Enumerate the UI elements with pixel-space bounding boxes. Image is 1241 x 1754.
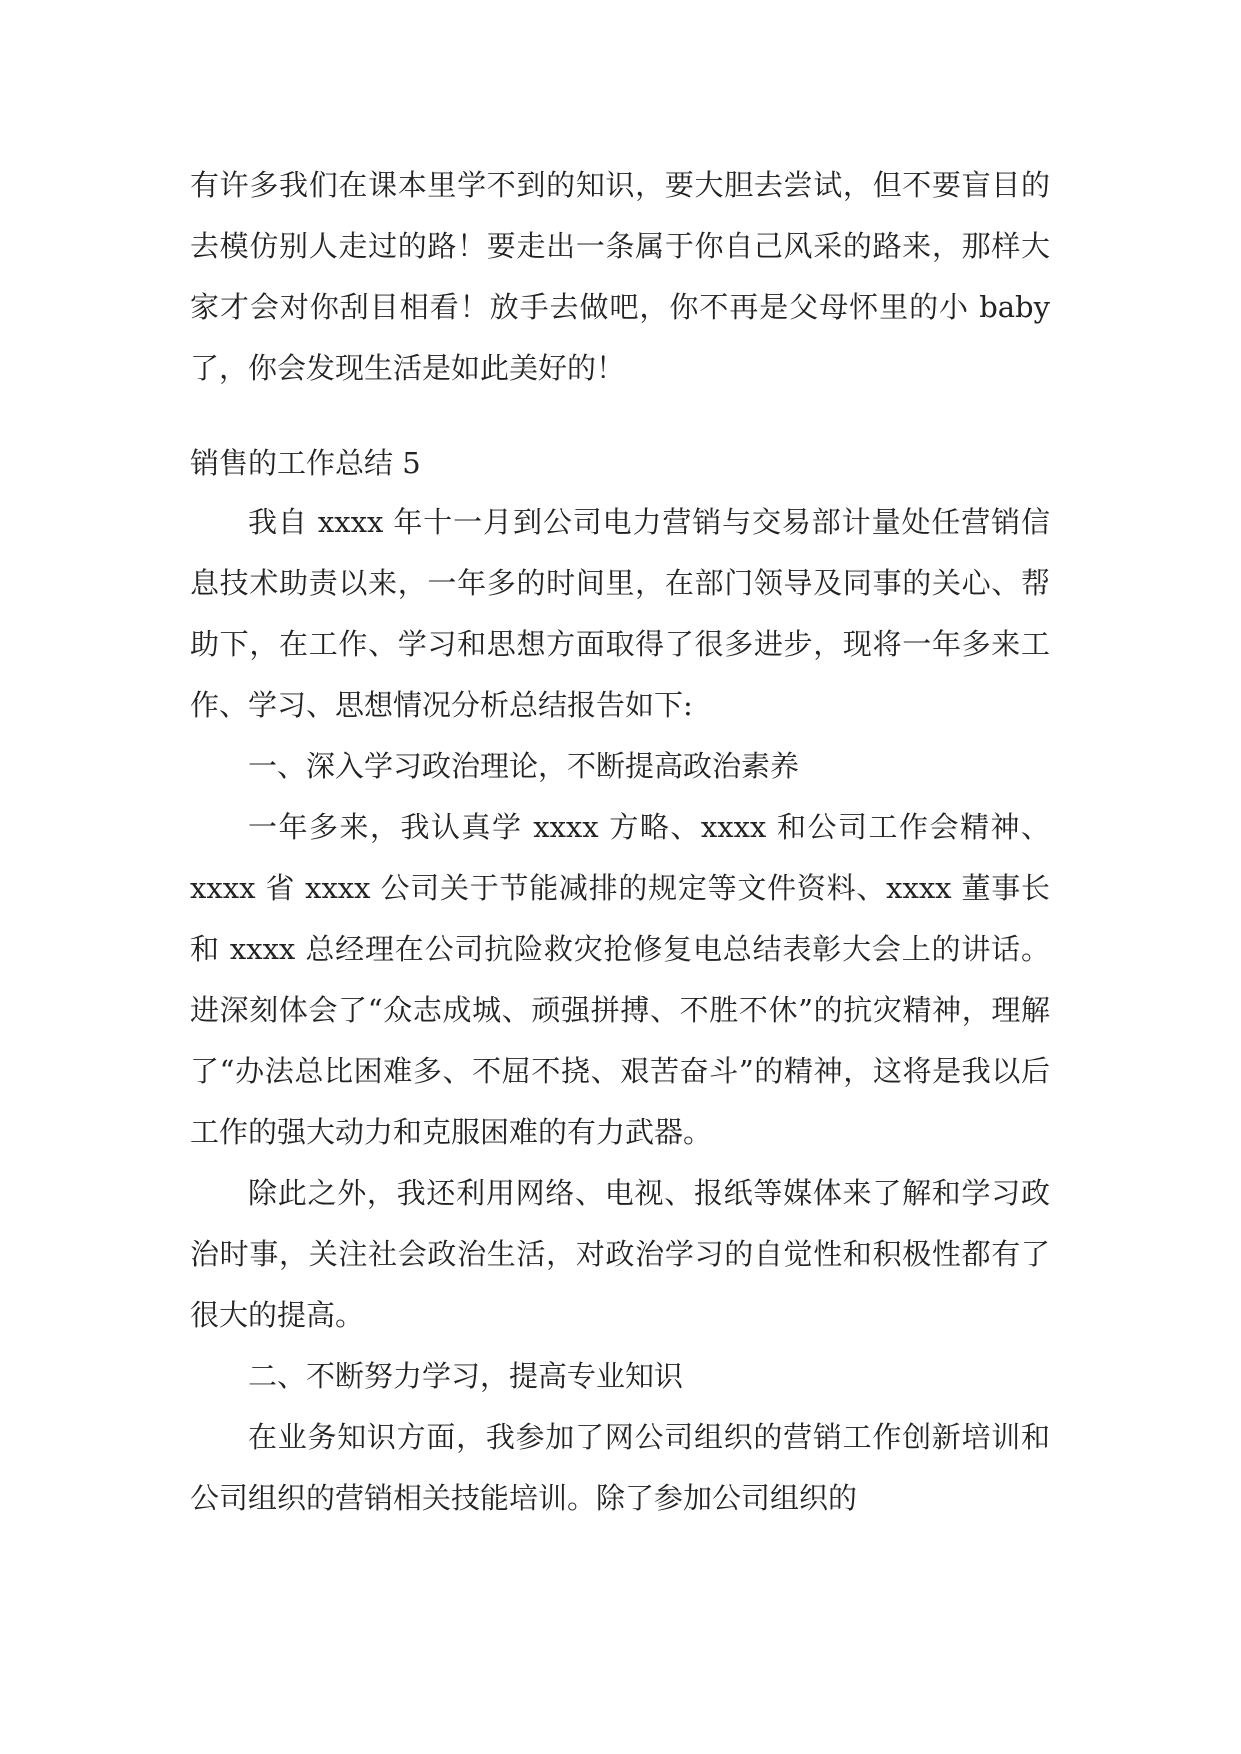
paragraph-intro: 我自 xxxx 年十一月到公司电力营销与交易部计量处任营销信息技术助责以来，一年多的时间里，在部门领导及同事的关心、帮助下，在工作、学习和思想方面取得了很多进步，现将一年多来工作、学习、思想情况分析总结报告如下: <box>190 505 1050 722</box>
document-body <box>190 155 1050 1529</box>
paragraph-training: 在业务知识方面，我参加了网公司组织的营销工作创新培训和公司组织的营销相关技能培训。除了参加公司组织的 <box>190 1420 1050 1515</box>
paragraph-media: 除此之外，我还利用网络、电视、报纸等媒体来了解和学习政治时事，关注社会政治生活，对政治学习的自觉性和积极性都有了很大的提高。 <box>190 1176 1050 1332</box>
subheading-two: 二、不断努力学习，提高专业知识 <box>248 1359 684 1393</box>
subheading-one: 一、深入学习政治理论，不断提高政治素养 <box>248 749 800 783</box>
paragraph-continuation: 有许多我们在课本里学不到的知识，要大胆去尝试，但不要盲目的去模仿别人走过的路！要走出一条属于你自己风采的路来，那样大家才会对你刮目相看！放手去做吧，你不再是父母怀里的小 baby 了，你会发现生活是如此美好的！ <box>190 168 1050 385</box>
paragraph-politics: 一年多来，我认真学 xxxx 方略、xxxx 和公司工作会精神、xxxx 省 xxxx 公司关于节能减排的规定等文件资料、xxxx 董事长和 xxxx 总经理在公司抗险救灾抢修复电总结表彰大会上的讲话。进深刻体会了“众志成城、顽强拼搏、不胜不休”的抗灾精神，理解了“办法总比困难多、不屈不挠、艰苦奋斗”的精神，这将是我以后工作的强大动力和克服困难的有力武器。 <box>190 810 1050 1149</box>
section-title: 销售的工作总结 5 <box>190 446 421 480</box>
